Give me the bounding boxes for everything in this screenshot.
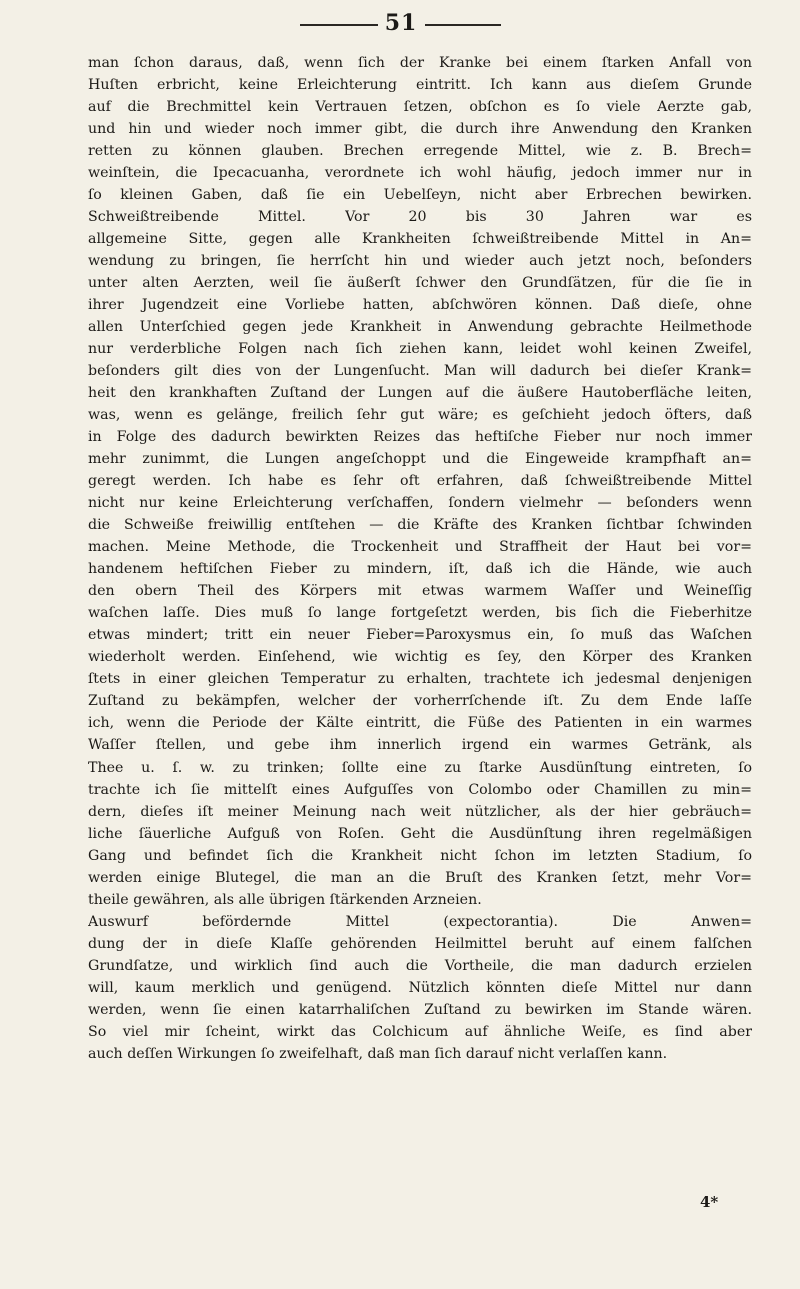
- text-line: Huſten erbricht, keine Erleichterung eintritt. Ich kann aus dieſem Grunde: [88, 77, 752, 94]
- text-line: handenem heftiſchen Fieber zu mindern, iſt, daß ich die Hände, wie auch: [88, 561, 752, 578]
- text-line: in Folge des dadurch bewirkten Reizes das heftiſche Fieber nur noch immer: [88, 429, 752, 446]
- text-line: unter alten Aerzten, weil ſie äußerſt ſchwer den Grundſätzen, für die ſie in: [88, 275, 752, 292]
- text-line: Gang und befindet ſich die Krankheit nicht ſchon im letzten Stadium, ſo: [88, 847, 752, 864]
- text-line: wendung zu bringen, ſie herrſcht hin und wieder auch jetzt noch, beſonders: [88, 253, 752, 270]
- header-rule-left: [300, 24, 378, 26]
- text-line: wiederholt werden. Einſehend, wie wichtig es ſey, den Körper des Kranken: [88, 649, 752, 666]
- text-line: nur verderbliche Folgen nach ſich ziehen kann, leidet wohl keinen Zweifel,: [88, 341, 752, 358]
- text-line: allen Unterſchied gegen jede Krankheit in Anwendung gebrachte Heilmethode: [88, 319, 752, 336]
- page-header: [0, 8, 800, 38]
- signature-mark: 4*: [700, 1193, 719, 1211]
- text-line: theile gewähren, als alle übrigen ſtärkenden Arzneien.: [88, 891, 482, 908]
- text-line: Schweißtreibende Mittel. Vor 20 bis 30 Jahren war es: [88, 209, 752, 226]
- text-line: beſonders gilt dies von der Lungenſucht. Man will dadurch bei dieſer Krank=: [88, 363, 752, 380]
- text-line: ſo kleinen Gaben, daß ſie ein Uebelſeyn, nicht aber Erbrechen bewirken.: [88, 187, 752, 204]
- text-line: retten zu können glauben. Brechen erregende Mittel, wie z. B. Brech=: [88, 143, 752, 160]
- text-line: machen. Meine Methode, die Trockenheit und Straffheit der Haut bei vor=: [88, 539, 752, 556]
- text-line: nicht nur keine Erleichterung verſchaffen, ſondern vielmehr — beſonders wenn: [88, 495, 752, 512]
- text-line: trachte ich ſie mittelſt eines Aufguſſes von Colombo oder Chamillen zu min=: [88, 781, 752, 798]
- text-line: ſtets in einer gleichen Temperatur zu erhalten, trachtete ich jedesmal denjenigen: [88, 671, 752, 688]
- text-line: dern, dieſes iſt meiner Meinung nach weit nützlicher, als der hier gebräuch=: [88, 803, 752, 820]
- text-line: den obern Theil des Körpers mit etwas warmem Waſſer und Weineſſig: [88, 583, 752, 600]
- text-line: heit den krankhaften Zuſtand der Lungen auf die äußere Hautoberfläche leiten,: [88, 385, 752, 402]
- text-line: Thee u. ſ. w. zu trinken; ſollte eine zu ſtarke Ausdünſtung eintreten, ſo: [88, 759, 752, 776]
- text-line: Waſſer ſtellen, und gebe ihm innerlich irgend ein warmes Getränk, als: [88, 737, 752, 754]
- body-text: [88, 52, 752, 1065]
- text-line: und hin und wieder noch immer gibt, die durch ihre Anwendung den Kranken: [88, 121, 752, 138]
- text-line: Auswurf befördernde Mittel (expectorantia). Die Anwen=: [88, 913, 752, 930]
- text-line: liche ſäuerliche Aufguß von Roſen. Geht die Ausdünſtung ihren regelmäßigen: [88, 825, 752, 842]
- text-line: Grundſatze, und wirklich ſind auch die Vortheile, die man dadurch erzielen: [88, 957, 752, 974]
- text-line: die Schweiße freiwillig entſtehen — die Kräfte des Kranken ſichtbar ſchwinden: [88, 517, 752, 534]
- text-line: will, kaum merklich und genügend. Nützlich könnten dieſe Mittel nur dann: [88, 979, 752, 996]
- text-line: auf die Brechmittel kein Vertrauen ſetzen, obſchon es ſo viele Aerzte gab,: [88, 99, 752, 116]
- text-line: ihrer Jugendzeit eine Vorliebe hatten, abſchwören können. Daß dieſe, ohne: [88, 297, 752, 314]
- text-line: Zuſtand zu bekämpfen, welcher der vorherrſchende iſt. Zu dem Ende laſſe: [88, 693, 752, 710]
- text-line: waſchen laſſe. Dies muß ſo lange fortgeſetzt werden, bis ſich die Fieberhitze: [88, 605, 752, 622]
- text-line: weinſtein, die Ipecacuanha, verordnete ich wohl häufig, jedoch immer nur in: [88, 165, 752, 182]
- text-line: mehr zunimmt, die Lungen angeſchoppt und die Eingeweide krampfhaft an=: [88, 451, 752, 468]
- header-rule-right: [425, 24, 501, 26]
- page-number: 51: [384, 10, 418, 36]
- text-line: dung der in dieſe Klaſſe gehörenden Heilmittel beruht auf einem falſchen: [88, 935, 752, 952]
- text-line: allgemeine Sitte, gegen alle Krankheiten ſchweißtreibende Mittel in An=: [88, 231, 752, 248]
- text-line: So viel mir ſcheint, wirkt das Colchicum auf ähnliche Weiſe, es ſind aber: [88, 1023, 752, 1040]
- text-line: ich, wenn die Periode der Kälte eintritt, die Füße des Patienten in ein warmes: [88, 715, 752, 732]
- text-line: auch deſſen Wirkungen ſo zweifelhaft, daß man ſich darauf nicht verlaſſen kann.: [88, 1045, 668, 1062]
- text-line: werden einige Blutegel, die man an die Bruſt des Kranken ſetzt, mehr Vor=: [88, 869, 752, 886]
- text-line: was, wenn es gelänge, freilich ſehr gut wäre; es geſchieht jedoch öfters, daß: [88, 407, 752, 424]
- text-line: werden, wenn ſie einen katarrhaliſchen Zuſtand zu bewirken im Stande wären.: [88, 1001, 752, 1018]
- text-line: geregt werden. Ich habe es ſehr oft erfahren, daß ſchweißtreibende Mittel: [88, 473, 752, 490]
- text-line: man ſchon daraus, daß, wenn ſich der Kranke bei einem ſtarken Anfall von: [88, 55, 752, 71]
- text-line: etwas mindert; tritt ein neuer Fieber=Paroxysmus ein, ſo muß das Waſchen: [88, 627, 752, 644]
